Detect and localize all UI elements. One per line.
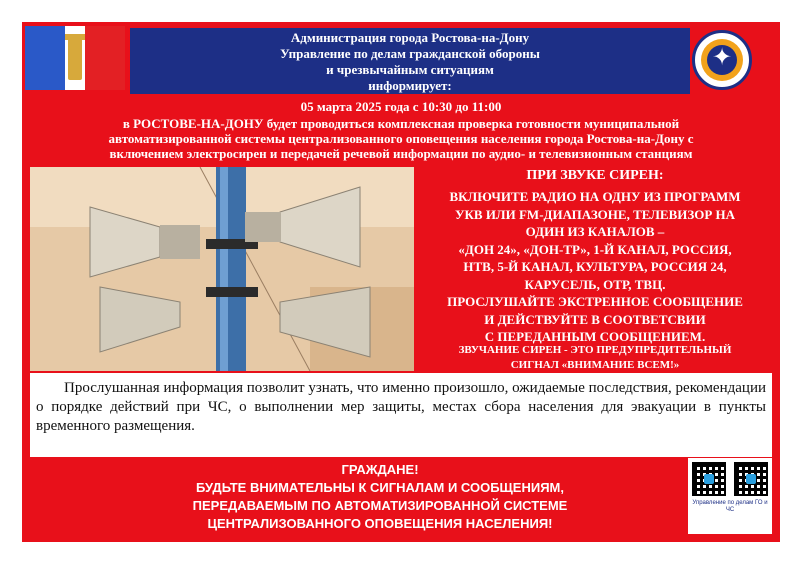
notice-description [30,116,772,161]
sirens-heading: ПРИ ЗВУКЕ СИРЕН: [526,168,664,183]
instruction-line: ПРОСЛУШАЙТЕ ЭКСТРЕННОЕ СООБЩЕНИЕ [447,294,743,309]
description-line: автоматизированной системы централизованного оповещения населения города Ростова-на-Дону с [108,131,694,146]
footer-line-4: ЦЕНТРАЛИЗОВАННОГО ОПОВЕЩЕНИЯ НАСЕЛЕНИЯ! [207,516,553,531]
qr-caption: Управление по делам ГО и ЧС [692,500,768,513]
instruction-line: УКВ ИЛИ FM-ДИАПАЗОНЕ, ТЕЛЕВИЗОР НА [454,206,736,222]
instruction-line: ОДИН ИЗ КАНАЛОВ – [525,224,665,239]
instruction-line: НТВ, 5-Й КАНАЛ, КУЛЬТУРА, РОССИЯ 24, [463,259,727,274]
qr-code-vk[interactable] [734,462,768,496]
mchs-emblem: ✦ [692,30,752,90]
qr-codes [688,458,772,534]
header-line-4: информирует: [368,78,452,93]
warning-line: СИГНАЛ «ВНИМАНИЕ ВСЕМ!» [510,359,680,371]
instruction-line: И ДЕЙСТВУЙТЕ В СООТВЕТСВИИ [484,311,706,327]
sirens-photo [30,167,414,371]
header-line-3: и чрезвычайным ситуациям [326,62,494,77]
footer-line-2: БУДЬТЕ ВНИМАТЕЛЬНЫ К СИГНАЛАМ И СООБЩЕНИЯМ, [195,480,564,495]
instruction-line: С ПЕРЕДАННЫМ СООБЩЕНИЕМ. [484,329,706,344]
description-line: в РОСТОВЕ-НА-ДОНУ будет проводиться комплексная проверка готовности муниципальной [122,116,680,131]
description-line: включением электросирен и передачей речевой информации по аудио- и телевизионным станциям [109,146,693,161]
warning-line: ЗВУЧАНИЕ СИРЕН - ЭТО ПРЕДУПРЕДИТЕЛЬНЫЙ [458,344,732,356]
instruction-line: ВКЛЮЧИТЕ РАДИО НА ОДНУ ИЗ ПРОГРАММ [449,189,741,204]
city-flag [25,26,125,90]
qr-code-telegram[interactable] [692,462,726,496]
footer-line-3: ПЕРЕДАВАЕМЫМ ПО АВТОМАТИЗИРОВАННОЙ СИСТЕМЕ [192,498,568,513]
info-paragraph: Прослушанная информация позволит узнать, что именно произошло, ожидаемые последствия, рекомендации о порядке действий при ЧС, о выполнении мер защиты, местах сбора населения для эвакуации в пункты временного размещения. [36,380,766,434]
sirens-instructions [418,188,772,346]
instruction-line: КАРУСЕЛЬ, ОТР, ТВЦ. [524,276,666,292]
header-line-2: Управление по делам гражданской обороны [280,46,540,61]
header-line-1: Администрация города Ростова-на-Дону [290,30,530,45]
date-time: 05 марта 2025 года с 10:30 до 11:00 [300,99,502,114]
footer-line-1: ГРАЖДАНЕ! [341,462,419,477]
siren-warning [418,343,772,373]
instruction-line: «ДОН 24», «ДОН-ТР», 1-Й КАНАЛ, РОССИЯ, [458,241,732,257]
